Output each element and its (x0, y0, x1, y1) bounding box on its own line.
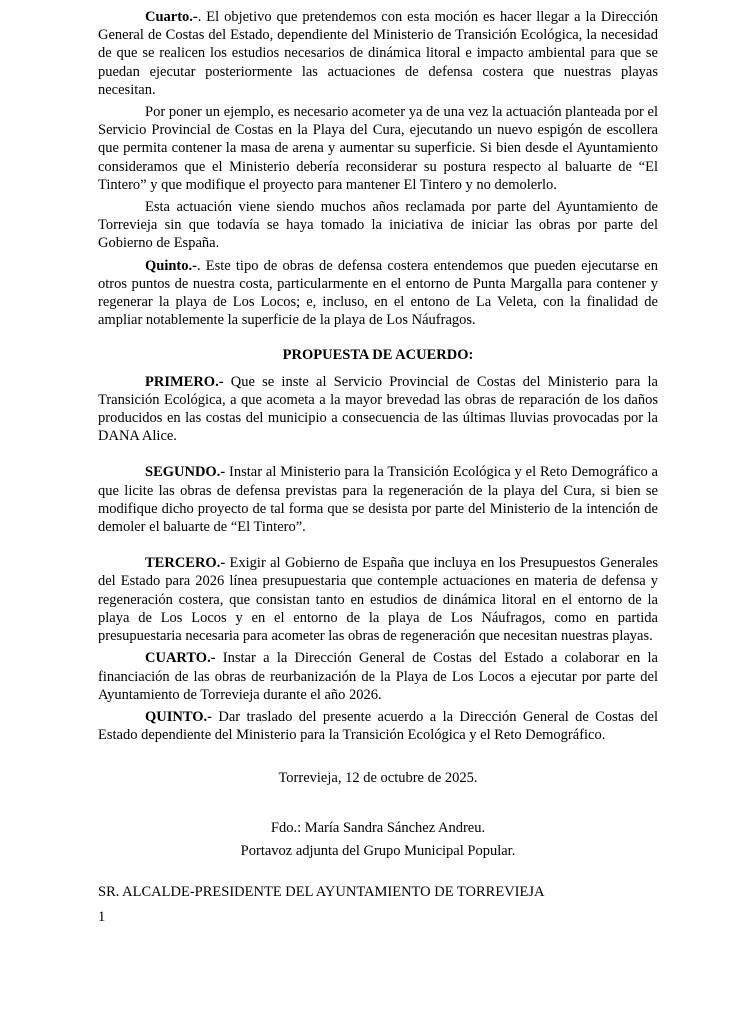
agreement-quinto (98, 708, 658, 744)
agreement-quinto-text: Dar traslado del presente acuerdo a la Dirección General de Costas del Estado dependiente del Ministerio para la Transición Ecológica y el Reto Demográfico. (98, 708, 658, 744)
agreement-segundo-text: Instar al Ministerio para la Transición Ecológica y el Reto Demográfico a que licite las obras de defensa previstas para la regeneración de la playa del Cura, si bien se modifique dicho proyecto de tal forma que se desista por parte del Ministerio de la intención de demoler el baluarte de “El Tintero”. (98, 464, 658, 536)
paragraph-example-text: Por poner un ejemplo, es necesario acometer ya de una vez la actuación planteada por el Servicio Provincial de Costas en la Playa del Cura, ejecutando un nuevo espigón de escollera que permita contener la masa de arena y aumentar su superficie. Si bien desde el Ayuntamiento consideramos que el Ministerio debería reconsiderar su postura respecto al baluarte de “El Tintero” y que modifique el proyecto para mantener El Tintero y no demolerlo. (98, 104, 658, 193)
section-heading-propuesta: PROPUESTA DE ACUERDO: (282, 347, 474, 364)
paragraph-claim-text: Esta actuación viene siendo muchos años reclamada por parte del Ayuntamiento de Torrevieja sin que todavía se haya tomado la iniciativa de iniciar las obras por parte del Gobierno de España. (98, 199, 658, 252)
place-date-line: Torrevieja, 12 de octubre de 2025. (278, 770, 478, 787)
agreement-primero-text: Que se inste al Servicio Provincial de Costas del Ministerio para la Transición Ecológica, a que acometa a la mayor brevedad las obras de reparación de los daños producidos en las costas del municipio a consecuencia de las últimas lluvias provocadas por la DANA Alice. (98, 373, 658, 445)
agreement-primero (98, 373, 658, 446)
agreement-primero-lead: PRIMERO.- (145, 373, 224, 390)
paragraph-cuarto (98, 8, 658, 99)
agreement-tercero-lead: TERCERO.- (145, 555, 226, 572)
paragraph-example (98, 103, 658, 194)
agreement-cuarto-lead: CUARTO.- (145, 650, 216, 667)
agreement-tercero (98, 554, 658, 645)
signer-role-line: Portavoz adjunta del Grupo Municipal Popular. (240, 842, 516, 859)
signed-by-line: Fdo.: María Sandra Sánchez Andreu. (270, 819, 486, 836)
page-number: 1 (98, 909, 106, 926)
agreement-cuarto-text: Instar a la Dirección General de Costas del Estado a colaborar en la financiación de las obras de reurbanización de la Playa de Los Locos a ejecutar por parte del Ayuntamiento de Torrevieja durante el año 2026. (98, 650, 658, 703)
agreement-segundo (98, 463, 658, 536)
agreement-segundo-lead: SEGUNDO.- (145, 464, 226, 481)
paragraph-cuarto-text: . El objetivo que pretendemos con esta moción es hacer llegar a la Dirección General de Costas del Estado, dependiente del Ministerio de Transición Ecológica, la necesidad de que se realicen los estudios necesarios de dinámica litoral e impacto ambiental para que se puedan ejecutar posteriormente las actuaciones de defensa costera que nuestras playas necesitan. (98, 9, 658, 98)
agreement-quinto-lead: QUINTO.- (145, 708, 213, 725)
paragraph-quinto-lead: Quinto.- (145, 257, 197, 274)
agreement-cuarto (98, 649, 658, 704)
addressee-line: SR. ALCALDE-PRESIDENTE DEL AYUNTAMIENTO DE TORREVIEJA (98, 883, 545, 900)
agreement-tercero-text: Exigir al Gobierno de España que incluya en los Presupuestos Generales del Estado para 2026 línea presupuestaria que contemple actuaciones en materia de defensa y regeneración costera, que consistan tanto en estudios de dinámica litoral en el entorno de la playa de Los Locos y en el entorno de la playa de Los Náufragos, como en partida presupuestaria necesaria para acometer las obras de regeneración que necesitan nuestras playas. (98, 555, 658, 645)
paragraph-claim (98, 198, 658, 253)
paragraph-cuarto-lead: Cuarto.- (145, 9, 198, 25)
paragraph-quinto (98, 257, 658, 330)
paragraph-quinto-text: . Este tipo de obras de defensa costera entendemos que pueden ejecutarse en otros puntos de nuestra costa, particularmente en el entorno de Punta Margalla para contener y regenerar la playa de Los Locos; e, incluso, en el entono de La Veleta, con la finalidad de ampliar notablemente la superficie de la playa de Los Náufragos. (98, 257, 658, 329)
